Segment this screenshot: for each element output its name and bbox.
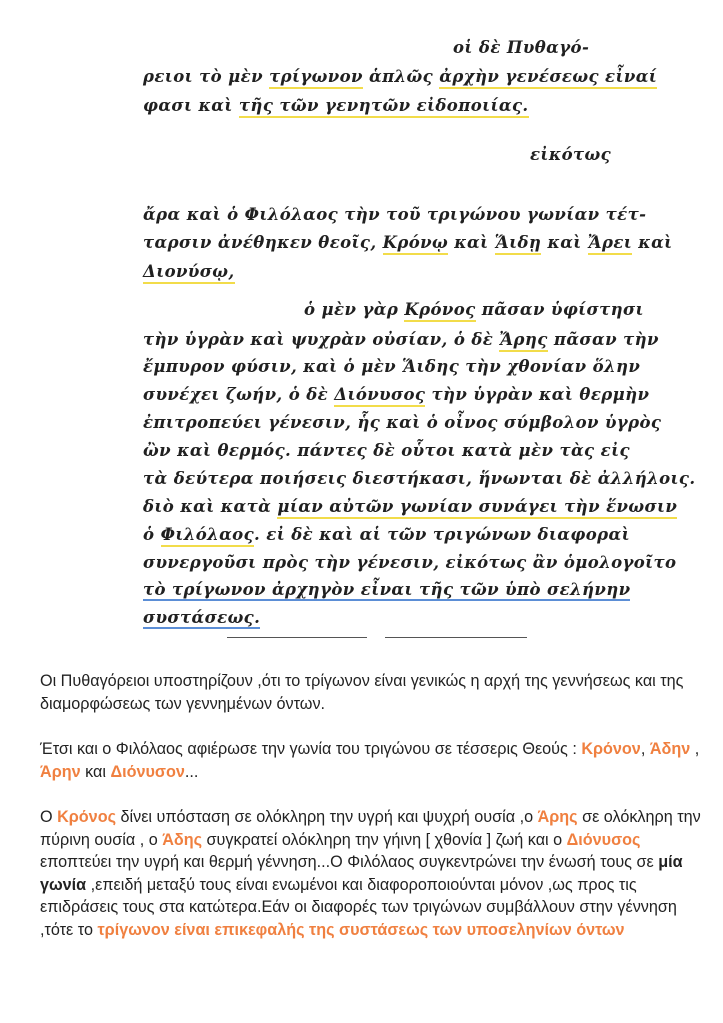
- greek-line-6: ταρσιν ἀνέθηκεν θεοῖς, Κρόνῳ καὶ Ἅιδῃ καὶ Ἄρει καὶ: [143, 233, 673, 252]
- greek-line-7: Διονύσῳ,: [143, 262, 235, 281]
- god-kronos: Κρόνον: [581, 740, 641, 758]
- god-adis: Άδην: [649, 740, 691, 758]
- translation-paragraph-3: Ο Κρόνος δίνει υπόσταση σε ολόκληρη την υγρή και ψυχρή ουσία ,ο Άρης σε ολόκληρη την πύρινη ουσία , ο Άδης συγκρατεί ολόκληρη την γήινη [ χθονία ] ζωή και ο Διόνυσος εποπτεύει την υγρή και θερμή γέννηση...Ο Φιλόλαος συγκεντρώνει την ένωσή τους σε μία γωνία ,επειδή μεταξύ τους είναι ενωμένοι και διαφοροποιούνται μόνον ,ως προς τις επιδράσεις τους στα κατώτερα.Εάν οι διαφορές των τριγώνων συμβάλλουν στην γέννηση ,τότε το τρίγωνον είναι επικεφαλής της συστάσεως των υποσεληνίων όντων: [40, 808, 701, 939]
- greek-line-9: τὴν ὑγρὰν καὶ ψυχρὰν οὐσίαν, ὁ δὲ Ἄρης πᾶσαν τὴν: [143, 330, 659, 349]
- separator-rule-left: [227, 637, 367, 638]
- greek-line-12: ἐπιτροπεύει γένεσιν, ἧς καὶ ὁ οἶνος σύμβολον ὑγρὸς: [143, 413, 662, 432]
- greek-line-10: ἔμπυρον φύσιν, καὶ ὁ μὲν Ἅιδης τὴν χθονίαν ὅλην: [143, 357, 641, 376]
- greek-line-1: οἱ δὲ Πυθαγό-: [453, 38, 590, 57]
- god-aris: Άρην: [40, 762, 81, 781]
- translation-paragraph-1: Οι Πυθαγόρειοι υποστηρίζουν ,ότι το τρίγωνον είναι γενικώς η αρχή της γεννήσεως και της διαμορφώσεως των γεννημένων όντων.: [40, 672, 684, 713]
- greek-line-8: ὁ μὲν γὰρ Κρόνος πᾶσαν ὑφίστησι: [304, 300, 644, 319]
- separator-rule-right: [385, 637, 527, 638]
- greek-line-5: ἄρα καὶ ὁ Φιλόλαος τὴν τοῦ τριγώνου γωνίαν τέτ-: [143, 205, 647, 224]
- greek-line-2: ρειοι τὸ μὲν τρίγωνον ἁπλῶς ἀρχὴν γενέσεως εἶναί: [143, 67, 657, 86]
- greek-line-11: συνέχει ζωήν, ὁ δὲ Διόνυσος τὴν ὑγρὰν καὶ θερμὴν: [143, 385, 649, 404]
- greek-line-18: τὸ τρίγωνον ἀρχηγὸν εἶναι τῆς τῶν ὑπὸ σελήνην: [143, 580, 631, 599]
- greek-line-14: τὰ δεύτερα ποιήσεις διεστήκασι, ἥνωνται δὲ ἀλλήλοις.: [143, 469, 696, 488]
- greek-line-19: συστάσεως.: [143, 608, 261, 627]
- greek-line-16: ὁ Φιλόλαος. εἰ δὲ καὶ αἱ τῶν τριγώνων διαφοραὶ: [143, 525, 630, 544]
- god-dionysos: Διόνυσον: [110, 762, 185, 781]
- final-highlight: τρίγωνον είναι επικεφαλής της συστάσεως των υποσεληνίων όντων: [97, 920, 625, 939]
- greek-line-3: φασι καὶ τῆς τῶν γενητῶν εἰδοποιίας.: [143, 96, 529, 115]
- greek-line-15: διὸ καὶ κατὰ μίαν αὐτῶν γωνίαν συνάγει τὴν ἕνωσιν: [143, 497, 677, 516]
- greek-line-17: συνεργοῦσι πρὸς τὴν γένεσιν, εἰκότως ἂν ὁμολογοῖτο: [143, 553, 677, 572]
- greek-line-4: εἰκότως: [530, 145, 612, 164]
- mia-gonia: μία γωνία: [40, 853, 683, 894]
- translation-paragraph-2: Έτσι και ο Φιλόλαος αφιέρωσε την γωνία του τριγώνου σε τέσσερις Θεούς : Κρόνον, Άδην , Άρην και Διόνυσον...: [40, 740, 700, 781]
- greek-line-13: ὢν καὶ θερμός. πάντες δὲ οὗτοι κατὰ μὲν τὰς εἰς: [143, 441, 630, 460]
